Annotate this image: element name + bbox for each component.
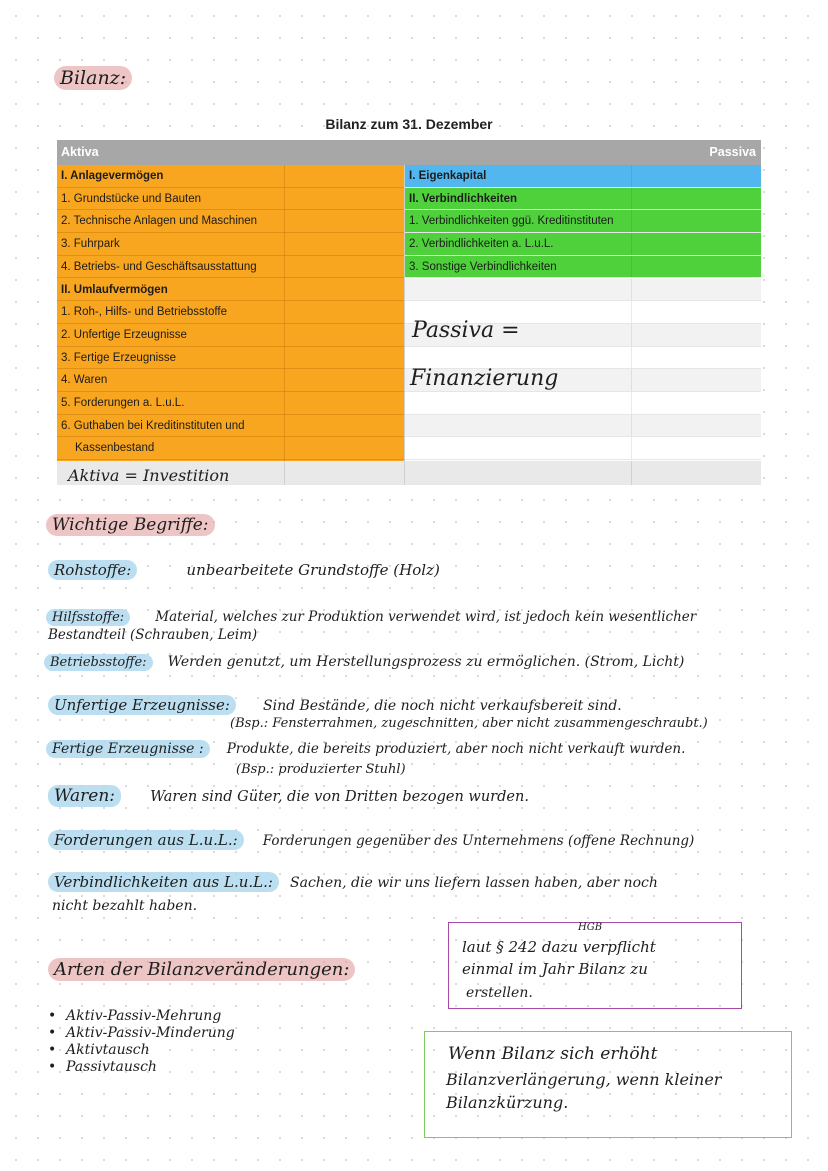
begriff-unfertige-line2: (Bsp.: Fensterrahmen, zugeschnitten, aber nicht zusammengeschraubt.) <box>230 716 708 731</box>
header-passiva: Passiva <box>709 145 756 159</box>
term-label: Unfertige Erzeugnisse: <box>48 695 236 715</box>
cell-divider <box>631 188 632 210</box>
begriff-fertige <box>46 738 816 757</box>
cell-divider <box>631 279 632 301</box>
begriff-verbindlichkeiten <box>48 872 818 891</box>
aktiva-row: 2. Technische Anlagen und Maschinen <box>57 210 404 233</box>
aktiva-row: 5. Forderungen a. L.u.L. <box>57 392 404 415</box>
cell-divider <box>631 165 632 187</box>
term-label: Rohstoffe: <box>48 560 137 580</box>
term-definition: Werden genutzt, um Herstellungsprozess zu ermöglichen. (Strom, Licht) <box>167 654 685 670</box>
green-line1: Wenn Bilanz sich erhöht <box>448 1044 658 1064</box>
cell-divider <box>631 392 632 414</box>
aktiva-row: 1. Grundstücke und Bauten <box>57 188 404 211</box>
passiva-empty-row <box>405 415 761 438</box>
list-item: • Aktivtausch <box>48 1042 235 1059</box>
note-finanzierung: Finanzierung <box>410 366 559 391</box>
hgb-line2: einmal im Jahr Bilanz zu <box>462 960 648 978</box>
passiva-empty-row <box>405 392 761 415</box>
hgb-superscript: HGB <box>578 922 603 933</box>
aktiva-row: I. Anlagevermögen <box>57 165 404 188</box>
green-line3: Bilanzkürzung. <box>446 1093 569 1112</box>
cell-divider <box>631 415 632 437</box>
aktiva-row: 2. Unfertige Erzeugnisse <box>57 324 404 347</box>
term-label: Waren: <box>48 785 121 807</box>
aktiva-row: 4. Waren <box>57 369 404 392</box>
cell-divider <box>631 369 632 391</box>
term-definition: Material, welches zur Produktion verwendet wird, ist jedoch kein wesentlicher <box>155 609 697 625</box>
list-item: • Aktiv-Passiv-Minderung <box>48 1025 235 1042</box>
term-definition: Sachen, die wir uns liefern lassen haben, aber noch <box>290 875 658 891</box>
begriffe-heading: Wichtige Begriffe: <box>46 514 215 536</box>
aktiva-row: 3. Fuhrpark <box>57 233 404 256</box>
term-label: Fertige Erzeugnisse : <box>46 740 210 758</box>
balance-sheet-table <box>57 140 761 485</box>
green-line2: Bilanzverlängerung, wenn kleiner <box>446 1070 722 1089</box>
begriff-verbindlichkeiten-line2: nicht bezahlt haben. <box>52 898 198 914</box>
aktiva-row: 1. Roh-, Hilfs- und Betriebsstoffe <box>57 301 404 324</box>
begriff-unfertige <box>48 695 818 714</box>
begriff-hilfsstoffe-line2: Bestandteil (Schrauben, Leim) <box>48 627 258 643</box>
aktiva-row: Kassenbestand <box>57 437 404 460</box>
cell-divider <box>631 256 632 278</box>
cell-divider <box>631 233 632 255</box>
hgb-line1: laut § 242 dazu verpflicht <box>462 938 656 956</box>
term-definition: Forderungen gegenüber des Unternehmens (offene Rechnung) <box>262 833 695 849</box>
term-definition: Produkte, die bereits produziert, aber noch nicht verkauft wurden. <box>226 741 686 757</box>
term-label: Verbindlichkeiten aus L.u.L.: <box>48 872 279 892</box>
passiva-row: 2. Verbindlichkeiten a. L.u.L. <box>405 233 761 256</box>
begriff-waren <box>48 786 818 806</box>
begriff-rohstoffe <box>48 560 808 579</box>
term-definition: Sind Bestände, die noch nicht verkaufsbereit sind. <box>263 698 622 714</box>
passiva-empty-row <box>405 437 761 460</box>
aktiva-row: 4. Betriebs- und Geschäftsausstattung <box>57 256 404 279</box>
cell-divider <box>631 347 632 369</box>
term-label: Hilfsstoffe: <box>46 609 130 626</box>
begriff-fertige-line2: (Bsp.: produzierter Stuhl) <box>236 762 406 777</box>
begriff-forderungen <box>48 830 818 849</box>
aktiva-row: 3. Fertige Erzeugnisse <box>57 347 404 370</box>
term-definition: unbearbeitete Grundstoffe (Holz) <box>186 561 440 579</box>
aktiva-row: II. Umlaufvermögen <box>57 279 404 302</box>
begriff-betriebsstoffe <box>44 651 814 670</box>
list-item: • Aktiv-Passiv-Mehrung <box>48 1008 235 1025</box>
passiva-row: I. Eigenkapital <box>405 165 761 188</box>
header-aktiva: Aktiva <box>61 145 99 159</box>
term-definition: Waren sind Güter, die von Dritten bezogen wurden. <box>150 789 529 805</box>
term-label: Betriebsstoffe: <box>44 654 153 671</box>
arten-list <box>48 1008 235 1076</box>
term-label: Forderungen aus L.u.L.: <box>48 830 244 850</box>
table-title: Bilanz zum 31. Dezember <box>325 116 493 132</box>
aktiva-row: 6. Guthaben bei Kreditinstituten und <box>57 415 404 438</box>
note-aktiva: Aktiva = Investition <box>68 466 230 485</box>
note-passiva: Passiva = <box>412 318 520 343</box>
passiva-row: II. Verbindlichkeiten <box>405 188 761 211</box>
list-item: • Passivtausch <box>48 1059 235 1076</box>
table-header <box>57 140 761 165</box>
cell-divider <box>631 324 632 346</box>
passiva-row: 1. Verbindlichkeiten ggü. Kreditinstituten <box>405 210 761 233</box>
bilanz-heading: Bilanz: <box>54 66 132 90</box>
cell-divider <box>631 301 632 323</box>
cell-divider <box>631 210 632 232</box>
cell-divider <box>631 437 632 459</box>
arten-heading: Arten der Bilanzveränderungen: <box>48 958 355 981</box>
hgb-line3: erstellen. <box>466 985 533 1001</box>
passiva-empty-row <box>405 279 761 302</box>
passiva-row: 3. Sonstige Verbindlichkeiten <box>405 256 761 279</box>
begriff-hilfsstoffe <box>46 606 816 625</box>
